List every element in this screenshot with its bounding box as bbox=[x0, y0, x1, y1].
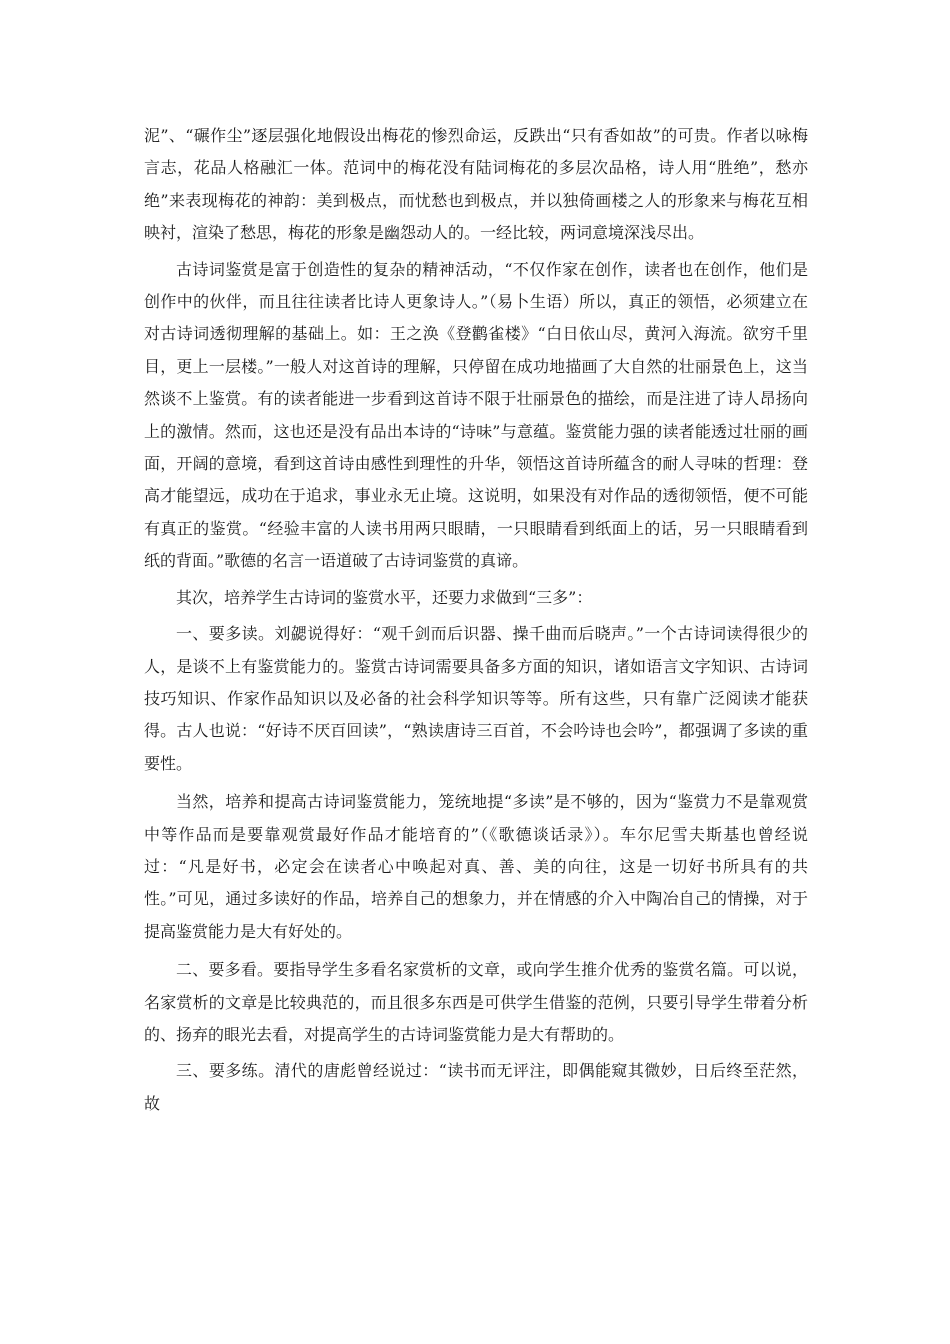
paragraph-view-more: 二、要多看。要指导学生多看名家赏析的文章，或向学生推介优秀的鉴赏名篇。可以说，名家赏析的文章是比较典范的，而且很多东西是可供学生借鉴的范例，只要引导学生带着分析的、扬弃的眼光去看，对提高学生的古诗词鉴赏能力是大有帮助的。 bbox=[144, 960, 808, 1044]
paragraph-continuation: 泥”、“碾作尘”逐层强化地假设出梅花的惨烈命运，反跌出“只有香如故”的可贵。作者以咏梅言志，花品人格融汇一体。范词中的梅花没有陆词梅花的多层次品格，诗人用“胜绝”，愁亦绝”来表现梅花的神韵：美到极点，而忧愁也到极点，并以独倚画楼之人的形象来与梅花互相映衬，渲染了愁思，梅花的形象是幽怨动人的。一经比较，两词意境深浅尽出。 bbox=[144, 126, 808, 243]
paragraph-read-more: 一、要多读。刘勰说得好：“观千剑而后识器、操千曲而后晓声。”一个古诗词读得很少的人，是谈不上有鉴赏能力的。鉴赏古诗词需要具备多方面的知识，诸如语言文字知识、古诗词技巧知识、作家作品知识以及必备的社会科学知识等等。所有这些，只有靠广泛阅读才能获得。古人也说：“好诗不厌百回读”，“熟读唐诗三百首，不会吟诗也会吟”，都强调了多读的重要性。 bbox=[144, 624, 808, 773]
document-body bbox=[144, 120, 808, 1120]
paragraph-three-mores-intro: 其次，培养学生古诗词的鉴赏水平，还要力求做到“三多”： bbox=[176, 587, 593, 607]
paragraph-practice-more: 三、要多练。清代的唐彪曾经说过：“读书而无评注，即偶能窥其微妙，日后终至茫然，故 bbox=[144, 1061, 808, 1113]
paragraph-appreciation-creativity: 古诗词鉴赏是富于创造性的复杂的精神活动，“不仅作家在创作，读者也在创作，他们是创作中的伙伴，而且往往读者比诗人更象诗人。”（易卜生语）所以，真正的领悟，必须建立在对古诗词透彻理解的基础上。如：王之涣《登鹳雀楼》“白日依山尽，黄河入海流。欲穷千里目，更上一层楼。”一般人对这首诗的理解，只停留在成功地描画了大自然的壮丽景色上，这当然谈不上鉴赏。有的读者能进一步看到这首诗不限于壮丽景色的描绘，而是注进了诗人昂扬向上的激情。然而，这也还是没有品出本诗的“诗味”与意蕴。鉴赏能力强的读者能透过壮丽的画面，开阔的意境，看到这首诗由感性到理性的升华，领悟这首诗所蕴含的耐人寻味的哲理：登高才能望远，成功在于追求，事业永无止境。这说明，如果没有对作品的透彻领悟，便不可能有真正的鉴赏。“经验丰富的人读书用两只眼睛，一只眼睛看到纸面上的话，另一只眼睛看到纸的背面。”歌德的名言一语道破了古诗词鉴赏的真谛。 bbox=[144, 259, 808, 571]
paragraph-read-best-works: 当然，培养和提高古诗词鉴赏能力，笼统地提“多读”是不够的，因为“鉴赏力不是靠观赏中等作品而是要靠观赏最好作品才能培育的”（《歌德谈话录》）。车尔尼雪夫斯基也曾经说过：“凡是好书，必定会在读者心中唤起对真、善、美的向往，这是一切好书所具有的共性。”可见，通过多读好的作品，培养自己的想象力，并在情感的介入中陶冶自己的情操，对于提高鉴赏能力是大有好处的。 bbox=[144, 792, 808, 941]
